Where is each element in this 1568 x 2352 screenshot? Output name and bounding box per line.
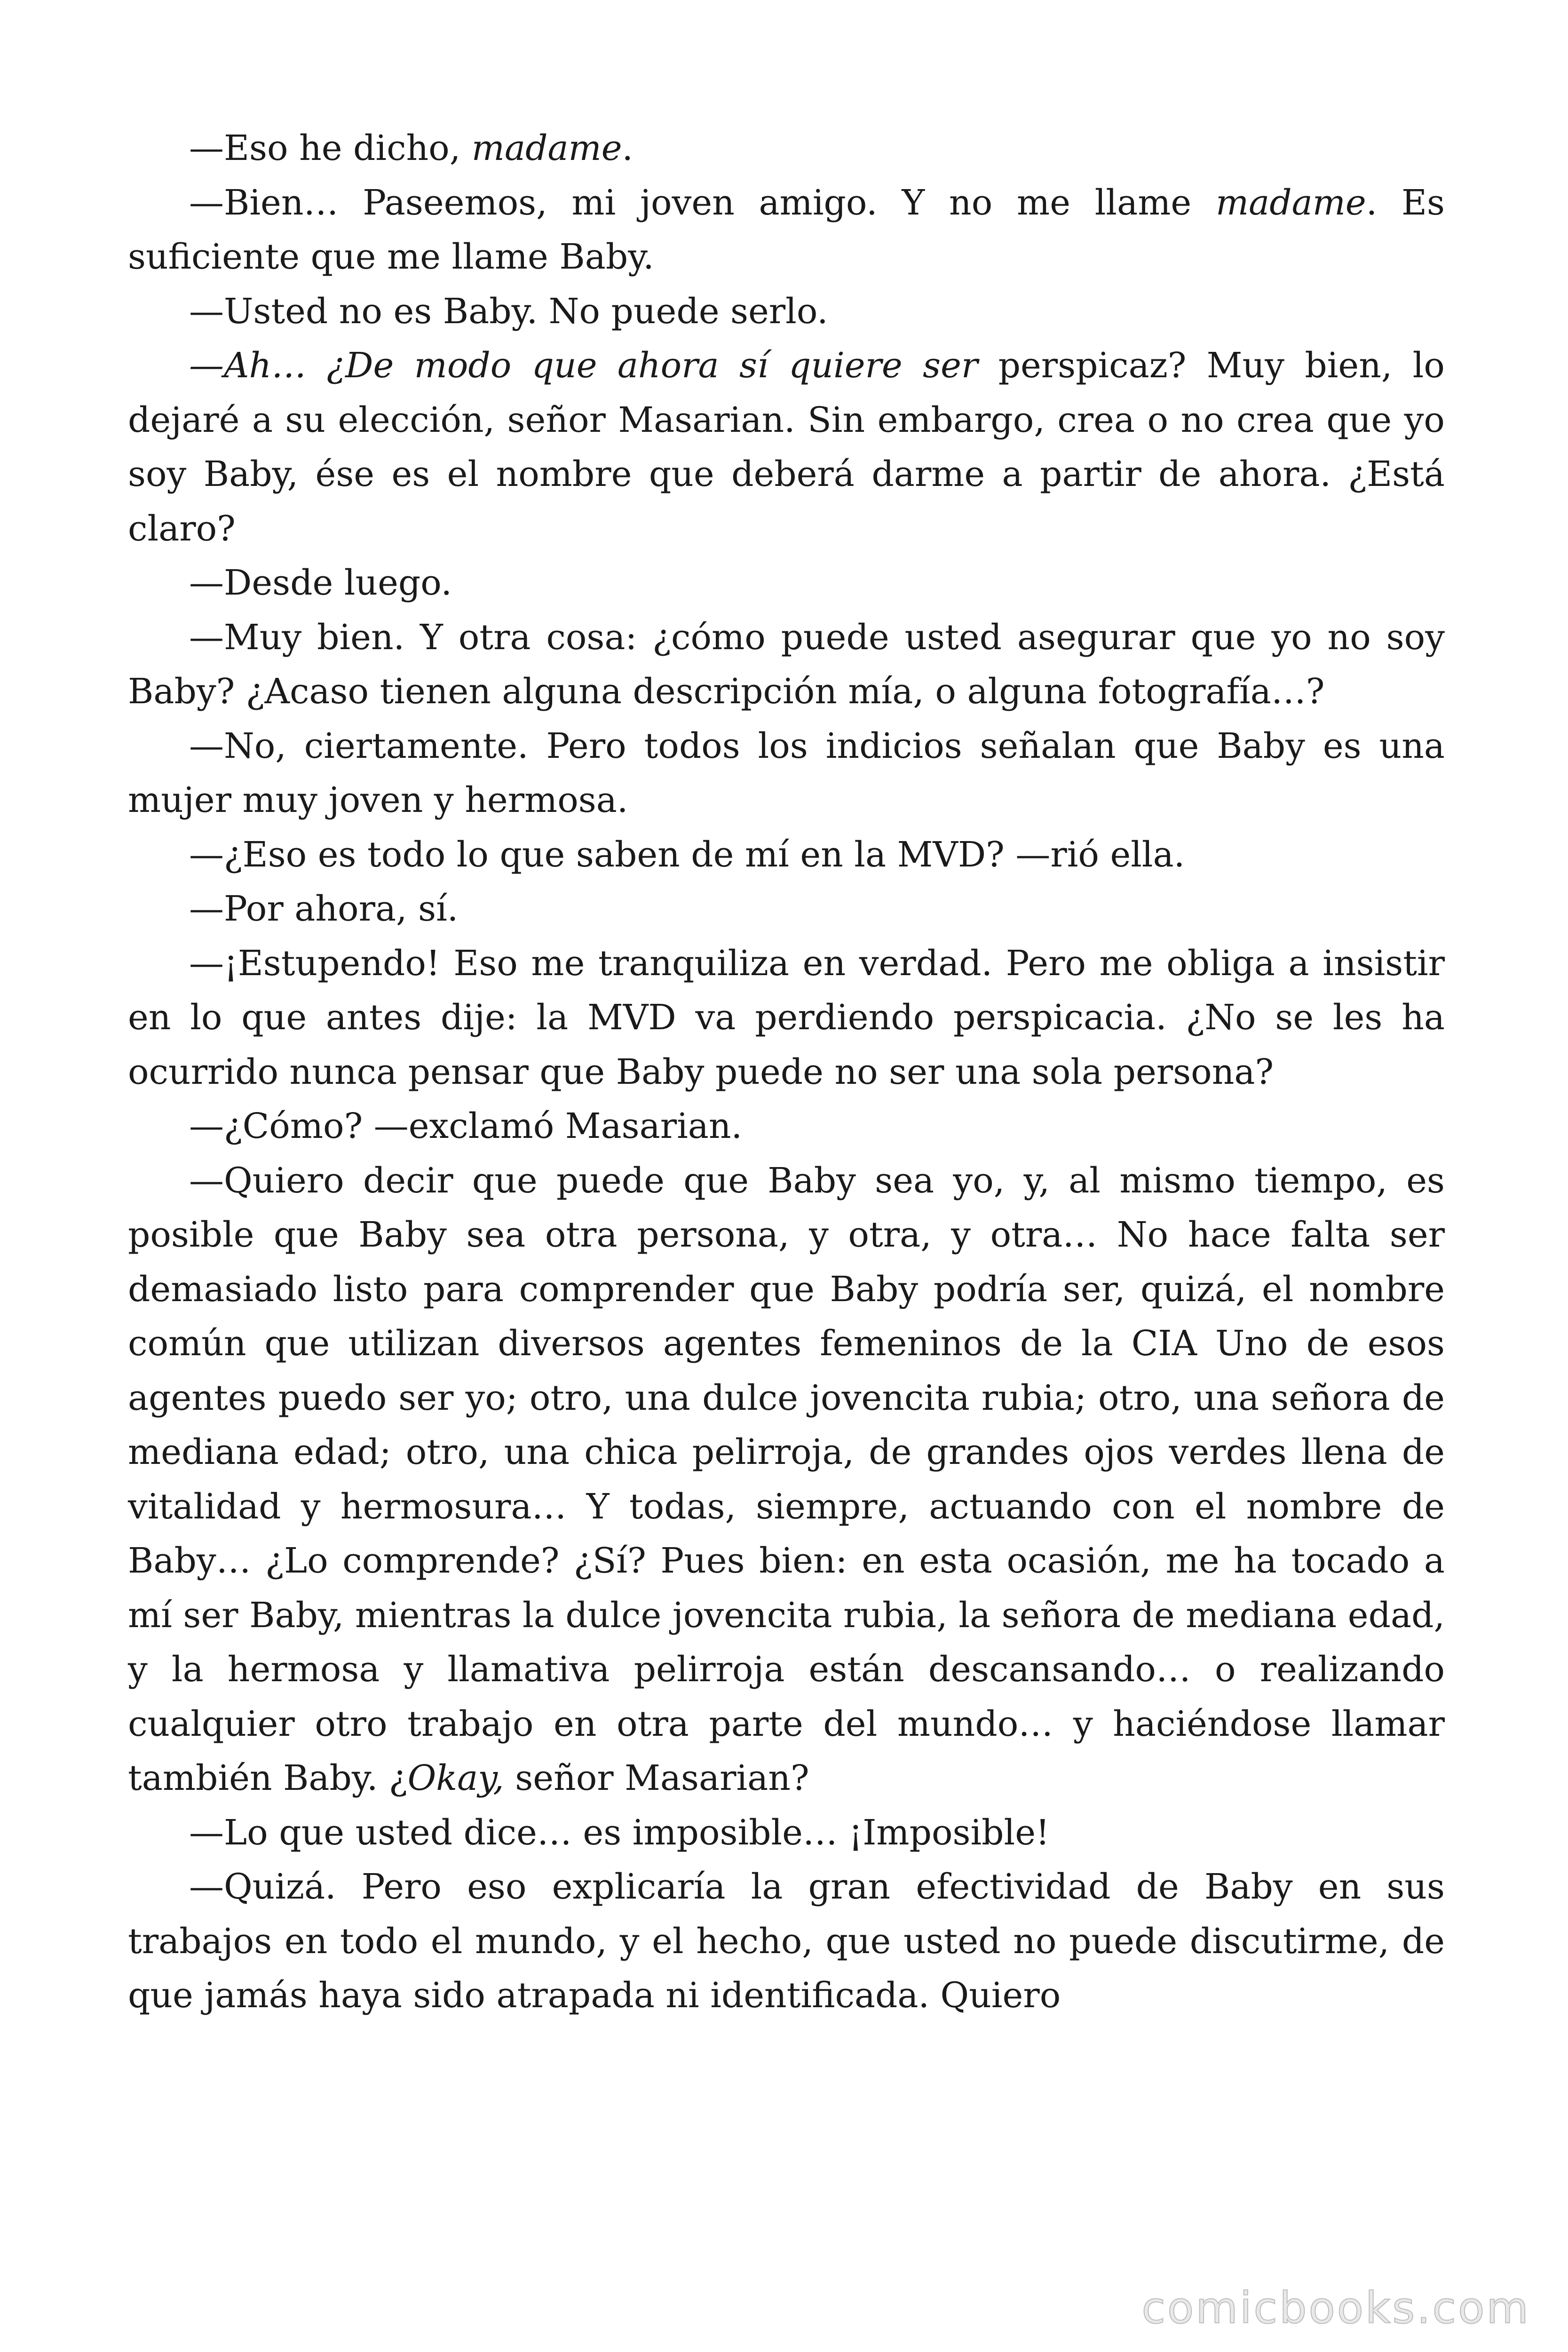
body-text	[128, 121, 1445, 2023]
paragraph	[128, 1860, 1445, 2023]
italic-text: madame	[1215, 182, 1366, 223]
text-run: —Eso he dicho,	[189, 128, 472, 168]
text-run: —Usted no es Baby. No puede serlo.	[189, 291, 828, 332]
text-run: —¡Estupendo! Eso me tranquiliza en verdad. Pero me obliga a insistir en lo que antes dije: la MVD va perdiendo perspicacia. ¿No se les ha ocurrido nunca pensar que Baby puede no ser una sola persona?	[128, 943, 1445, 1092]
text-run: .	[622, 128, 634, 168]
text-run: —No, ciertamente. Pero todos los indicios señalan que Baby es una mujer muy joven y hermosa.	[128, 725, 1445, 820]
paragraph	[128, 937, 1445, 1100]
text-run: —Por ahora, sí.	[189, 889, 459, 929]
paragraph	[128, 176, 1445, 285]
text-run: —Bien… Paseemos, mi joven amigo. Y no me llame	[189, 182, 1216, 223]
paragraph	[128, 121, 1445, 176]
italic-text: Okay,	[407, 1758, 504, 1798]
watermark: comicbooks.com	[1141, 2283, 1530, 2333]
paragraph	[128, 339, 1445, 556]
paragraph	[128, 611, 1445, 719]
paragraph	[128, 882, 1445, 937]
paragraph	[128, 1806, 1445, 1860]
text-run: perspicaz? Muy bien, lo dejaré a su elección, señor Masarian. Sin embargo, crea o no crea que yo soy Baby, ése es el nombre que deberá darme a partir de ahora. ¿Está claro?	[128, 345, 1445, 549]
text-run: —Lo que usted dice… es imposible… ¡Imposible!	[189, 1812, 1050, 1853]
paragraph	[128, 1099, 1445, 1154]
paragraph	[128, 719, 1445, 828]
text-run: —¿Cómo? —exclamó Masarian.	[189, 1106, 743, 1146]
text-run: señor Masarian?	[504, 1758, 809, 1798]
text-run: —Muy bien. Y otra cosa: ¿cómo puede usted asegurar que yo no soy Baby? ¿Acaso tienen alguna descripción mía, o alguna fotografía…?	[128, 617, 1445, 712]
paragraph	[128, 828, 1445, 882]
paragraph	[128, 285, 1445, 339]
text-run: —¿Eso es todo lo que saben de mí en la MVD? —rió ella.	[189, 834, 1185, 875]
text-run: —Quizá. Pero eso explicaría la gran efectividad de Baby en sus trabajos en todo el mundo, y el hecho, que usted no puede discutirme, de que jamás haya sido atrapada ni identificada. Quiero	[128, 1867, 1445, 2016]
paragraph	[128, 1154, 1445, 1806]
italic-text: —Ah… ¿De modo que ahora sí quiere ser	[189, 345, 978, 386]
paragraph	[128, 556, 1445, 611]
text-run: . Es suficiente que me llame Baby.	[128, 182, 1445, 277]
text-run: —Desde luego.	[189, 563, 452, 603]
italic-text: madame	[471, 128, 622, 168]
text-run: —Quiero decir que puede que Baby sea yo, y, al mismo tiempo, es posible que Baby sea otra persona, y otra, y otra… No hace falta ser demasiado listo para comprender que Baby podría ser, quizá, el nombre común que utilizan diversos agentes femeninos de la CIA Uno de esos agentes puedo ser yo; otro, una dulce jovencita rubia; otro, una señora de mediana edad; otro, una chica pelirroja, de grandes ojos verdes llena de vitalidad y hermosura… Y todas, siempre, actuando con el nombre de Baby… ¿Lo comprende? ¿Sí? Pues bien: en esta ocasión, me ha tocado a mí ser Baby, mientras la dulce jovencita rubia, la señora de mediana edad, y la hermosa y llamativa pelirroja están descansando… o realizando cualquier otro trabajo en otra parte del mundo… y haciéndose llamar también Baby. ¿	[128, 1160, 1445, 1798]
